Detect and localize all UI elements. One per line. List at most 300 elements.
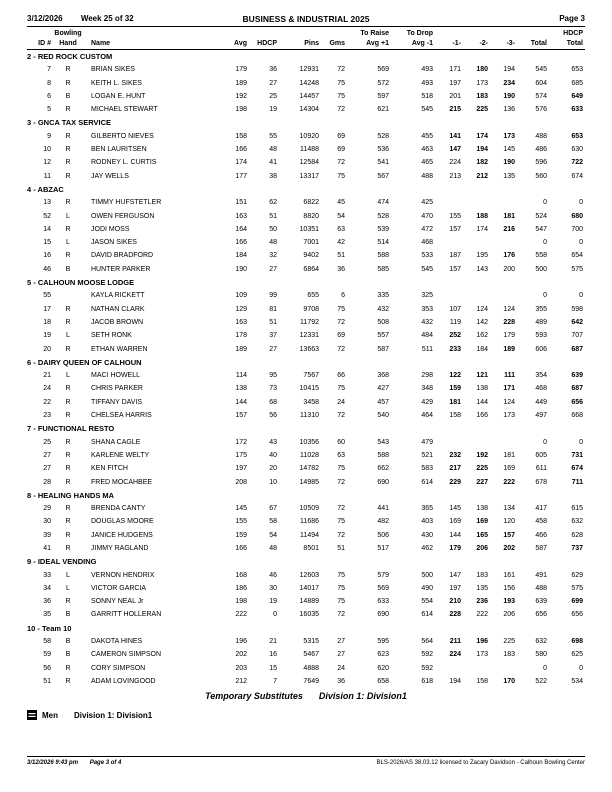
player-id: 12	[43, 159, 51, 167]
player-series-total: 524	[535, 212, 547, 220]
player-to-raise: 690	[377, 611, 389, 619]
player-hand: R	[65, 172, 71, 180]
player-hdcp: 67	[269, 505, 277, 513]
player-series-total: 486	[535, 146, 547, 154]
player-name: DAVID BRADFORD	[91, 252, 154, 260]
player-to-drop: 472	[421, 225, 433, 233]
player-avg: 158	[235, 132, 247, 140]
men-division-line	[27, 710, 585, 720]
player-game-2: 183	[476, 571, 488, 579]
player-pins: 13663	[299, 345, 319, 353]
player-game-3: 222	[503, 478, 515, 486]
player-hand: R	[65, 66, 71, 74]
player-series-total: 489	[535, 318, 547, 326]
player-id: 28	[43, 478, 51, 486]
player-game-3: 181	[503, 451, 515, 459]
player-to-drop: 455	[421, 132, 433, 140]
player-hdcp: 68	[269, 398, 277, 406]
player-avg: 175	[235, 451, 247, 459]
player-hdcp-total: 654	[571, 252, 583, 260]
player-hdcp-total: 656	[571, 398, 583, 406]
player-hdcp: 21	[269, 638, 277, 646]
player-game-2: 173	[476, 79, 488, 87]
player-pins: 10356	[299, 438, 319, 446]
player-row	[27, 170, 585, 183]
player-avg: 164	[235, 225, 247, 233]
player-to-drop: 545	[421, 265, 433, 273]
player-series-total: 491	[535, 571, 547, 579]
player-name: JODI MOSS	[91, 225, 130, 233]
player-row	[27, 476, 585, 489]
player-hdcp-total: 680	[571, 212, 583, 220]
player-pins: 10415	[299, 385, 319, 393]
player-avg: 172	[235, 438, 247, 446]
player-hdcp-total: 653	[571, 132, 583, 140]
player-gms: 75	[337, 571, 345, 579]
player-gms: 51	[337, 544, 345, 552]
player-game-1: 107	[449, 305, 461, 313]
player-hand: R	[65, 345, 71, 353]
player-game-1: 217	[449, 465, 461, 473]
player-game-1: 211	[449, 638, 461, 646]
player-to-raise: 557	[377, 332, 389, 340]
player-game-2: 222	[476, 611, 488, 619]
player-game-2: 173	[476, 651, 488, 659]
player-to-raise: 567	[377, 172, 389, 180]
player-game-3: 200	[503, 265, 515, 273]
player-pins: 12331	[299, 332, 319, 340]
player-to-raise: 543	[377, 438, 389, 446]
player-game-1	[435, 436, 463, 449]
player-row	[27, 382, 585, 395]
player-to-drop: 462	[421, 544, 433, 552]
player-pins: 14248	[299, 79, 319, 87]
player-pins: 8820	[303, 212, 319, 220]
player-to-raise: 690	[377, 478, 389, 486]
player-to-drop: 493	[421, 79, 433, 87]
player-hdcp-total: 711	[571, 478, 583, 486]
player-to-raise: 585	[377, 265, 389, 273]
player-id: 29	[43, 505, 51, 513]
player-row	[27, 249, 585, 262]
player-gms: 75	[337, 79, 345, 87]
player-hdcp-total: 0	[579, 664, 583, 672]
player-avg: 178	[235, 332, 247, 340]
roster-grid-icon	[27, 710, 37, 720]
player-game-1: 171	[449, 66, 461, 74]
player-gms: 24	[337, 664, 345, 672]
player-name: HUNTER PARKER	[91, 265, 151, 273]
player-hdcp-total: 700	[571, 225, 583, 233]
player-game-1: 232	[449, 451, 461, 459]
player-hdcp: 27	[269, 345, 277, 353]
player-hdcp-total: 630	[571, 146, 583, 154]
page-footer	[27, 756, 585, 766]
player-gms: 69	[337, 132, 345, 140]
player-hdcp-total: 0	[579, 438, 583, 446]
player-game-1: 201	[449, 92, 461, 100]
player-hand: R	[65, 398, 71, 406]
player-game-1: 228	[449, 611, 461, 619]
player-hdcp: 54	[269, 531, 277, 539]
player-name: VERNON HENDRIX	[91, 571, 155, 579]
team-header-row	[27, 356, 585, 369]
player-hdcp: 19	[269, 598, 277, 606]
player-hand: R	[65, 505, 71, 513]
player-name: FRED MOCAHBEE	[91, 478, 153, 486]
player-to-raise: 662	[377, 465, 389, 473]
player-game-2: 143	[476, 265, 488, 273]
player-game-2	[463, 436, 490, 449]
player-hdcp-total: 649	[571, 92, 583, 100]
player-pins: 10920	[299, 132, 319, 140]
player-pins: 9402	[303, 252, 319, 260]
player-gms: 72	[337, 106, 345, 114]
player-game-3: 135	[503, 172, 515, 180]
player-name: JACOB BROWN	[91, 318, 144, 326]
player-series-total: 596	[535, 159, 547, 167]
col-gms: Gms	[321, 39, 347, 50]
player-avg: 222	[235, 611, 247, 619]
player-game-3: 170	[503, 677, 515, 685]
player-game-2: 165	[476, 531, 488, 539]
player-row	[27, 90, 585, 103]
player-hdcp: 38	[269, 172, 277, 180]
player-hdcp: 20	[269, 465, 277, 473]
player-game-1: 157	[449, 225, 461, 233]
team-header-row	[27, 183, 585, 196]
player-hand	[53, 289, 83, 302]
player-pins: 10509	[299, 505, 319, 513]
player-hdcp: 16	[269, 651, 277, 659]
player-row	[27, 569, 585, 582]
player-series-total: 632	[535, 638, 547, 646]
player-to-drop: 511	[421, 345, 433, 353]
player-to-drop: 348	[421, 385, 433, 393]
player-gms: 75	[337, 172, 345, 180]
player-game-1	[435, 196, 463, 209]
player-gms: 72	[337, 412, 345, 420]
player-to-drop: 463	[421, 146, 433, 154]
player-hdcp: 99	[269, 292, 277, 300]
player-id: 19	[43, 332, 51, 340]
player-name: TIMMY HUFSTETLER	[91, 199, 162, 207]
player-row	[27, 223, 585, 236]
player-hdcp-total: 598	[571, 305, 583, 313]
player-hand: L	[66, 584, 70, 592]
player-pins: 14457	[299, 92, 319, 100]
player-id: 36	[43, 598, 51, 606]
player-hdcp-total: 674	[571, 465, 583, 473]
player-hdcp-total: 699	[571, 598, 583, 606]
player-row	[27, 210, 585, 223]
player-game-3: 124	[503, 398, 515, 406]
player-to-drop: 479	[421, 438, 433, 446]
player-series-total: 560	[535, 172, 547, 180]
player-avg: 198	[235, 106, 247, 114]
player-hand: L	[66, 372, 70, 380]
player-game-2: 227	[476, 478, 488, 486]
player-to-raise: 633	[377, 598, 389, 606]
player-game-3: 181	[503, 212, 515, 220]
player-to-drop: 614	[421, 478, 433, 486]
player-gms: 72	[337, 505, 345, 513]
player-hdcp-total: 575	[571, 265, 583, 273]
player-series-total: 639	[535, 598, 547, 606]
player-id: 14	[43, 225, 51, 233]
player-series-total: 545	[535, 66, 547, 74]
player-hdcp: 19	[269, 106, 277, 114]
player-series-total: 458	[535, 518, 547, 526]
player-avg: 109	[235, 292, 247, 300]
player-hand: R	[65, 225, 71, 233]
player-name: JAY WELLS	[91, 172, 129, 180]
player-avg: 192	[235, 92, 247, 100]
player-gms: 75	[337, 305, 345, 313]
player-to-raise: 572	[377, 79, 389, 87]
player-to-drop: 500	[421, 571, 433, 579]
player-avg: 168	[235, 571, 247, 579]
player-pins: 12584	[299, 159, 319, 167]
player-row	[27, 515, 585, 528]
player-game-1: 213	[449, 172, 461, 180]
player-hand: L	[66, 239, 70, 247]
player-game-3: 202	[503, 544, 515, 552]
player-game-3: 194	[503, 66, 515, 74]
player-avg: 184	[235, 252, 247, 260]
player-game-1: 158	[449, 412, 461, 420]
team-name: 10 - Team 10	[27, 623, 72, 633]
player-id: 33	[43, 571, 51, 579]
player-avg: 157	[235, 412, 247, 420]
player-to-drop: 353	[421, 305, 433, 313]
player-to-drop: 521	[421, 451, 433, 459]
league-title: BUSINESS & INDUSTRIAL 2025	[242, 14, 370, 24]
player-row	[27, 529, 585, 542]
player-game-1: 155	[449, 212, 461, 220]
player-to-raise: 528	[377, 132, 389, 140]
player-pins: 8501	[303, 544, 319, 552]
player-hdcp: 73	[269, 385, 277, 393]
player-game-2: 162	[476, 332, 488, 340]
player-gms: 36	[337, 265, 345, 273]
player-pins: 7001	[303, 239, 319, 247]
player-game-3: 157	[503, 531, 515, 539]
player-avg: 129	[235, 305, 247, 313]
player-game-3: 189	[503, 345, 515, 353]
player-hand: R	[65, 132, 71, 140]
player-gms: 72	[337, 318, 345, 326]
player-to-drop: 298	[421, 372, 433, 380]
player-avg: 212	[235, 677, 247, 685]
player-game-3: 171	[503, 385, 515, 393]
team-header-row	[27, 555, 585, 568]
player-to-drop: 592	[421, 651, 433, 659]
player-hand: R	[65, 318, 71, 326]
player-hdcp: 15	[269, 664, 277, 672]
player-pins: 14017	[299, 584, 319, 592]
player-series-total: 547	[535, 225, 547, 233]
player-to-raise: 595	[377, 638, 389, 646]
player-row	[27, 63, 585, 76]
player-to-raise: 569	[377, 66, 389, 74]
player-hand: R	[65, 412, 71, 420]
col-hdcp-total: Total	[549, 39, 585, 50]
player-series-total: 355	[535, 305, 547, 313]
player-game-3: 190	[503, 159, 515, 167]
player-row	[27, 329, 585, 342]
player-pins: 9708	[303, 305, 319, 313]
player-game-1: 147	[449, 571, 461, 579]
player-id: 25	[43, 438, 51, 446]
player-game-3: 179	[503, 332, 515, 340]
player-game-2: 135	[476, 584, 488, 592]
player-hdcp: 10	[269, 478, 277, 486]
col-to-raise: Avg +1	[347, 39, 391, 50]
player-pins: 14782	[299, 465, 319, 473]
player-hdcp: 0	[273, 611, 277, 619]
col-hand: Hand	[53, 39, 83, 50]
player-hand: R	[65, 438, 71, 446]
player-to-drop: 493	[421, 66, 433, 74]
player-hand: R	[65, 146, 71, 154]
player-game-3: 124	[503, 305, 515, 313]
player-series-total: 574	[535, 92, 547, 100]
player-name: GILBERTO NIEVES	[91, 132, 154, 140]
player-hand: R	[65, 385, 71, 393]
player-to-raise: 541	[377, 159, 389, 167]
player-row	[27, 289, 585, 302]
player-hdcp: 55	[269, 132, 277, 140]
player-hand: R	[65, 305, 71, 313]
col-bowling-hand-top: Bowling	[54, 30, 82, 37]
player-hdcp-total: 698	[571, 638, 583, 646]
player-hand: B	[65, 638, 71, 646]
col-to-drop: Avg -1	[391, 39, 435, 50]
player-hdcp: 48	[269, 544, 277, 552]
player-game-3: 111	[504, 372, 515, 380]
player-name: KAYLA RICKETT	[91, 292, 145, 300]
player-game-3: 136	[503, 106, 515, 114]
player-avg: 186	[235, 584, 247, 592]
player-game-2: 183	[476, 92, 488, 100]
player-avg: 189	[235, 345, 247, 353]
player-game-1: 224	[449, 651, 461, 659]
player-avg: 198	[235, 598, 247, 606]
player-to-raise: 588	[377, 252, 389, 260]
player-hdcp: 50	[269, 225, 277, 233]
player-to-drop: 432	[421, 318, 433, 326]
player-gms: 63	[337, 225, 345, 233]
player-to-drop: 365	[421, 505, 433, 513]
player-avg: 179	[235, 66, 247, 74]
player-hdcp: 7	[273, 677, 277, 685]
player-game-2: 180	[476, 66, 488, 74]
player-avg: 208	[235, 478, 247, 486]
player-row	[27, 196, 585, 209]
player-gms: 75	[337, 92, 345, 100]
player-gms: 72	[337, 611, 345, 619]
player-game-2: 124	[476, 305, 488, 313]
player-gms: 54	[337, 212, 345, 220]
player-game-3	[490, 662, 517, 675]
player-game-1	[435, 289, 463, 302]
player-avg: 114	[235, 372, 247, 380]
player-series-total: 0	[543, 438, 547, 446]
player-id: 13	[43, 199, 51, 207]
player-game-2: 225	[476, 465, 488, 473]
column-header-row-top	[27, 29, 585, 39]
player-gms: 27	[337, 651, 345, 659]
player-hdcp: 51	[269, 212, 277, 220]
col-hdcp: HDCP	[249, 39, 279, 50]
week-label: Week 25 of 32	[80, 14, 134, 23]
player-pins: 655	[307, 292, 319, 300]
player-series-total: 587	[535, 544, 547, 552]
page-of-label: Page 3 of 4	[89, 760, 122, 766]
player-id: 20	[43, 345, 51, 353]
player-to-drop: 484	[421, 332, 433, 340]
player-gms: 42	[337, 239, 345, 247]
men-label: Men	[42, 710, 58, 720]
player-row	[27, 662, 585, 675]
col-total: Total	[517, 39, 549, 50]
player-name: VICTOR GARCIA	[91, 584, 147, 592]
player-game-2: 225	[476, 106, 488, 114]
player-hdcp: 48	[269, 239, 277, 247]
player-game-3: 228	[503, 318, 515, 326]
player-gms: 75	[337, 385, 345, 393]
player-to-raise: 540	[377, 412, 389, 420]
player-gms: 60	[337, 438, 345, 446]
player-gms: 72	[337, 345, 345, 353]
player-gms: 69	[337, 146, 345, 154]
player-hdcp: 62	[269, 199, 277, 207]
player-id: 23	[43, 412, 51, 420]
player-game-2: 142	[476, 318, 488, 326]
player-id: 22	[43, 398, 51, 406]
player-to-raise: 441	[377, 505, 389, 513]
player-gms: 63	[337, 451, 345, 459]
player-avg: 151	[235, 199, 247, 207]
player-id: 8	[47, 79, 51, 87]
player-hdcp: 43	[269, 438, 277, 446]
player-hdcp-total: 633	[571, 106, 583, 114]
player-gms: 72	[337, 66, 345, 74]
player-avg: 144	[235, 398, 247, 406]
player-hdcp: 58	[269, 518, 277, 526]
player-name: DAKOTA HINES	[91, 638, 143, 646]
player-game-2: 158	[476, 677, 488, 685]
player-gms: 66	[337, 372, 345, 380]
player-id: 24	[43, 385, 51, 393]
player-hand: L	[66, 212, 70, 220]
player-hdcp-total: 731	[571, 451, 583, 459]
team-header-row	[27, 489, 585, 502]
player-pins: 14889	[299, 598, 319, 606]
player-to-drop: 618	[421, 677, 433, 685]
player-id: 10	[43, 146, 51, 154]
team-name: 3 - GNCA TAX SERVICE	[27, 118, 112, 128]
player-to-raise: 587	[377, 345, 389, 353]
player-to-raise: 658	[377, 677, 389, 685]
player-hdcp-total: 642	[571, 318, 583, 326]
player-game-3: 173	[503, 412, 515, 420]
player-name: JASON SIKES	[91, 239, 137, 247]
player-name: LOGAN E. HUNT	[91, 92, 146, 100]
player-to-raise: 569	[377, 584, 389, 592]
player-game-1: 194	[449, 677, 461, 685]
